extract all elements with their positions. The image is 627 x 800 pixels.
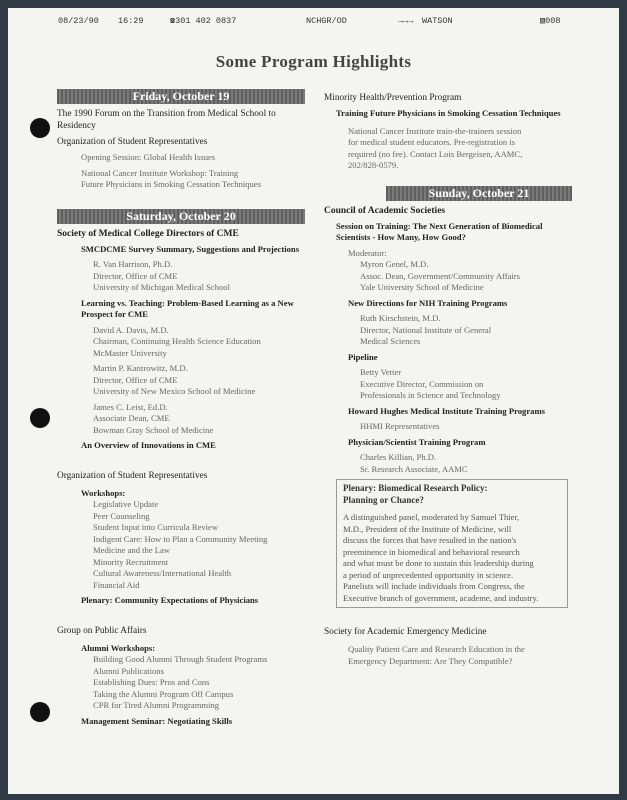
learning-title: Learning vs. Teaching: Problem-Based Learning as a New Prospect for CME [81,297,294,319]
desc-line: required (no fee). Contact Lois Bergeisen, AAMC, [348,148,523,159]
session-title: Session on Training: The Next Generation of Biomedical Scientists - How Many, How Good? [336,220,543,242]
plenary-line: preeminence in biomedical and behavioral research [343,546,520,557]
minority-title: Minority Health/Prevention Program [324,93,462,103]
list-item: Alumni Publications [93,665,164,676]
plenary-line: M.D., President of the Institute of Medicine, will [343,523,512,534]
list-item: Financial Aid [93,579,140,590]
workshops-label: Workshops: [81,487,126,498]
speaker-line: Executive Director, Commission on [360,378,484,389]
speaker-line: HHMI Representatives [360,421,440,431]
speaker-line: Director, Office of CME [93,270,178,281]
list-item: Minority Recruitment [93,556,169,567]
speaker-line: Yale University School of Medicine [360,282,484,292]
fax-page: ▧008 [540,16,561,26]
smcdcme-society: Society of Medical College Directors of CME [57,228,239,239]
speaker-line: McMaster University [93,347,167,358]
plenary-line: A distinguished panel, moderated by Samuel Thier, [343,512,520,522]
list-item: Medicine and the Law [93,545,171,555]
osr-plenary: Plenary: Community Expectations of Physicians [81,595,259,605]
right-column [324,92,572,667]
speaker-line: Betty Vetter [360,367,402,377]
saturday-banner: Saturday, October 20 [57,209,305,224]
list-item: Building Good Alumni Through Student Programs [93,654,268,664]
plenary-line: Executive branch of government, academe, and industry. [343,592,539,603]
fax-phone: ☎301 402 0837 [170,16,237,26]
list-item: Peer Counseling [93,510,150,521]
punch-hole [30,118,50,138]
list-item: Establishing Dues: Pros and Cons [93,677,210,687]
speaker-line: University of Michigan Medical School [93,282,230,292]
saem-title: Society for Academic Emergency Medicine [324,627,487,637]
management-seminar: Management Seminar: Negotiating Skills [81,715,233,726]
plenary-box-subtitle: Planning or Chance? [343,494,424,505]
list-item: National Cancer Institute Workshop: Training [81,167,239,178]
list-item: Opening Session: Global Health Issues [81,152,216,162]
desc-line: 202/828-0579. [348,160,399,170]
speaker-line: Associate Dean, CME [93,413,170,423]
plenary-line: a period of unprecedented opportunity in science. [343,569,514,580]
list-item: Cultural Awareness/International Health [93,568,232,578]
page-title: Some Program Highlights [215,52,412,71]
list-item: Student Input into Curricula Review [93,522,219,532]
desc-line: for medical student educators. Pre-registration is [348,137,516,147]
list-item: Indigent Care: How to Plan a Community Meeting [93,533,268,544]
speaker-line: Myron Genel, M.D. [360,259,429,269]
pst-title: Physician/Scientist Training Program [348,436,486,447]
pipeline-title: Pipeline [348,351,378,362]
speaker-line: Martin P. Kantrowitz, M.D. [93,363,188,373]
nih-title: New Directions for NIH Training Programs [348,297,508,308]
gpa-title: Group on Public Affairs [57,625,147,636]
list-item: Legislative Update [93,499,159,509]
speaker-line: Sr. Research Associate, AAMC [360,463,468,474]
desc-line: National Cancer Institute train-the-trainers session [348,125,522,136]
speaker-line: David A. Davis, M.D. [93,324,169,335]
moderator-label: Moderator: [348,247,387,258]
speaker-line: University of New Mexico School of Medicine [93,386,256,396]
desc-line: Emergency Department: Are They Compatible? [348,655,513,666]
list-item: CPR for Tired Alumni Programming [93,700,220,710]
speaker-line: Ruth Kirschstein, M.D. [360,313,441,323]
plenary-box-title: Plenary: Biomedical Research Policy: [343,483,488,493]
hhmi-title: Howard Hughes Medical Institute Training Programs [348,405,545,416]
sunday-banner: Sunday, October 21 [386,186,572,201]
desc-line: Quality Patient Care and Research Education in the [348,644,525,654]
friday-org: Organization of Student Representatives [57,137,208,147]
osr-title: Organization of Student Representatives [57,470,208,481]
speaker-line: Assoc. Dean, Government/Community Affairs [360,270,520,281]
speaker-line: Director, National Institute of General [360,324,492,335]
fax-recipient: WATSON [422,16,453,26]
forum-title: The 1990 Forum on the Transition from Medical School to Residency [57,109,276,131]
fax-date: 08/23/90 [58,16,99,26]
speaker-line: Chairman, Continuing Health Science Education [93,336,261,346]
speaker-line: R. Van Harrison, Ph.D. [93,259,173,269]
punch-hole [30,702,50,722]
punch-hole [30,408,50,428]
cas-title: Council of Academic Societies [324,205,446,216]
plenary-line: and what must be done to sustain this leadership during [343,558,534,568]
minority-subtitle: Training Future Physicians in Smoking Cessation Techniques [336,108,561,118]
alumni-label: Alumni Workshops: [81,642,156,653]
speaker-line: Medical Sciences [360,336,421,346]
plenary-line: Panelists will include individuals from Congress, the [343,581,525,591]
plenary-line: discuss the forces that have resulted in the nation's [343,535,517,545]
fax-time: 16:29 [118,16,144,26]
survey-title: SMCDCME Survey Summary, Suggestions and Projections [81,243,300,254]
speaker-line: Charles Killian, Ph.D. [360,452,437,462]
speaker-line: Bowman Gray School of Medicine [93,424,214,435]
speaker-line: Director, Office of CME [93,374,178,385]
list-item: Taking the Alumni Program Off Campus [93,688,234,699]
plenary-box [336,479,568,608]
list-item: Future Physicians in Smoking Cessation Techniques [81,179,261,189]
fax-arrow: →→→ [398,16,414,26]
speaker-line: James C. Leist, Ed.D. [93,401,168,412]
speaker-line: Professionals in Science and Technology [360,390,501,400]
left-column [57,89,305,727]
friday-banner: Friday, October 19 [57,89,305,104]
fax-sender: NCHGR/OD [306,16,347,26]
overview-title: An Overview of Innovations in CME [81,440,216,450]
